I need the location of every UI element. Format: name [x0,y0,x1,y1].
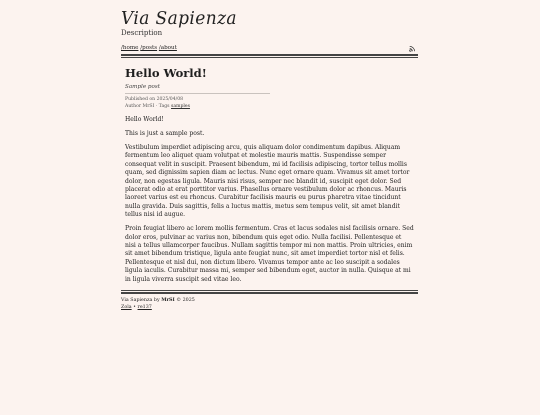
published-date: 2025/04/08 [156,97,184,102]
footer-copyright: © 2025 [176,298,195,304]
nav-link-home[interactable]: /home [121,45,139,51]
site-description: Description [121,29,163,37]
author-label: Author [125,104,142,109]
footer-site-name: Via Sapienza [121,298,153,304]
page-container [121,10,418,311]
published-label: Published on [125,97,156,102]
footer-credit [121,297,418,304]
author-name: MrSI [142,104,155,109]
site-title[interactable]: Via Sapienza [121,8,237,30]
footer-link-zola[interactable]: Zola [121,305,132,311]
rss-icon[interactable] [409,45,416,52]
footer-divider [121,290,418,294]
post-paragraph: Hello World! [125,116,164,123]
post-paragraph: Proin feugiat libero ac lorem mollis fermentum. Cras et lacus sodales nisl facilisis ornare. Sed dolor eros, pulvinar ac varius non, bibendum quis eget odio. Nulla facilisi. Pellentesque et nisi a tellus ullamcorper faucibus. Nullam sagittis tempor mi non mattis. Proin ultricies, enim sit amet bibendum tristique, ligula ante feugiat nunc, sit amet imperdiet tortor nisl et felis. Pellentesque et nisl dui, non dictum libero. Vivamus tempor ante ac leo suscipit a sodales ligula iaculis. Curabitur massa mi, semper sed bibendum eget, auctor in nulla. Quisque at mi in ligula viverra suscipit sed vitae leo. [125,225,414,283]
post-byline [125,103,414,110]
post-article [121,58,418,284]
footer-by: by [153,298,160,304]
post-published [125,96,414,103]
main-nav [121,44,418,53]
site-footer [121,297,418,311]
nav-link-about[interactable]: /about [158,45,177,51]
post-title-divider [125,93,270,94]
post-paragraph: This is just a sample post. [125,130,205,137]
tag-link-samples[interactable]: samples [171,104,190,109]
footer-owner: MrSI [161,297,175,304]
tags-label: Tags [158,104,170,109]
post-title: Hello World! [125,66,207,80]
post-content [125,116,414,284]
post-paragraph: Vestibulum imperdiet adipiscing arcu, quis aliquam dolor condimentum dapibus. Aliquam fermentum leo aliquet quam volutpat et molestie mauris mattis. Suspendisse semper consequat velit in suscipit. Praesent bibendum, mi id facilisis adipiscing, tortor tellus mollis quam, sed dignissim sapien diam ac lectus. Nunc eget ornare quam. Vivamus sit amet tortor dolor, non egestas ligula. Mauris nisi risus, semper nec blandit id, suscipit eget dolor. Sed placerat odio at erat porttitor varius. Phasellus ornare vestibulum dolor ac rhoncus. Mauris laoreet varius est eu rhoncus. Curabitur facilisis mauris eu purus pharetra vitae tincidunt nulla gravida. Duis sagittis, felis a luctus mattis, metus sem tempus velit, sit amet blandit tellus nisi id augue. [125,144,410,219]
nav-link-posts[interactable]: /posts [140,45,158,51]
meta-separator: · [155,104,158,109]
footer-link-separator: • [133,305,136,311]
footer-link-re137[interactable]: re137 [137,305,152,311]
post-subtitle: Sample post [125,84,160,90]
footer-links [121,304,418,311]
